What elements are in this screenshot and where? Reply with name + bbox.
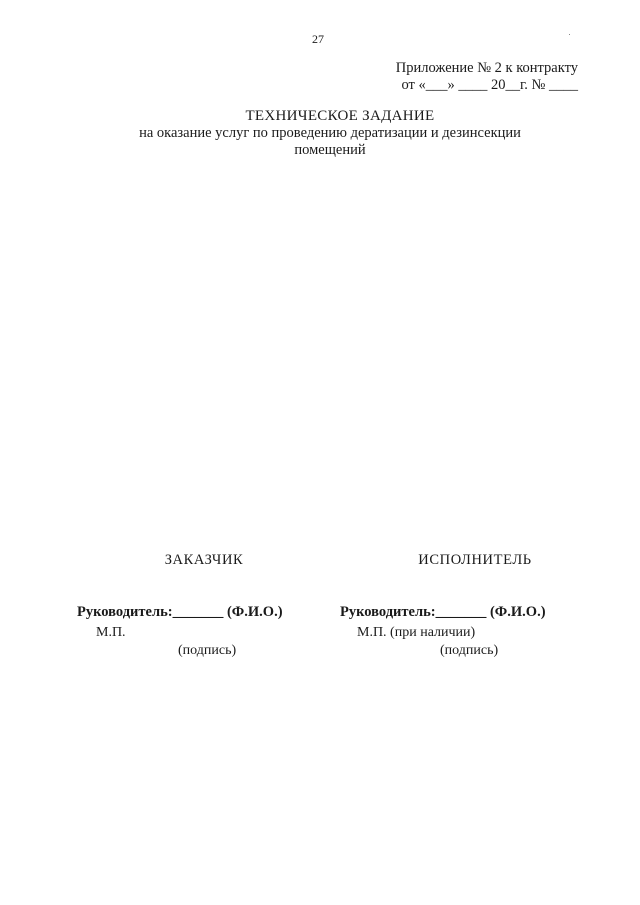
contractor-stamp-label: М.П. (при наличии) bbox=[357, 625, 476, 640]
page-number bbox=[0, 32, 640, 47]
customer-signature-hint: (подпись) bbox=[178, 643, 237, 658]
contractor-party-label: ИСПОЛНИТЕЛЬ bbox=[418, 552, 532, 568]
contractor-signature-block bbox=[340, 552, 580, 659]
customer-signature-block bbox=[77, 552, 317, 659]
scan-dot bbox=[569, 34, 570, 35]
customer-head-line: Руководитель:_______ (Ф.И.О.) bbox=[77, 604, 283, 620]
contractor-head-line: Руководитель:_______ (Ф.И.О.) bbox=[340, 604, 546, 620]
document-subtitle-line-1: на оказание услуг по проведению дератизации и дезинсекции bbox=[139, 125, 521, 141]
customer-party-label: ЗАКАЗЧИК bbox=[164, 552, 244, 568]
appendix-line-1: Приложение № 2 к контракту bbox=[395, 60, 578, 76]
customer-stamp-label: М.П. bbox=[96, 625, 126, 640]
contractor-signature-hint: (подпись) bbox=[440, 643, 499, 658]
document-subtitle-line-2: помещений bbox=[294, 142, 366, 158]
appendix-line-2: от «___» ____ 20__г. № ____ bbox=[401, 77, 578, 93]
page-number-text: 27 bbox=[312, 32, 324, 46]
appendix-reference bbox=[396, 60, 578, 94]
document-title-block bbox=[0, 107, 640, 159]
document-title: ТЕХНИЧЕСКОЕ ЗАДАНИЕ bbox=[245, 108, 435, 124]
